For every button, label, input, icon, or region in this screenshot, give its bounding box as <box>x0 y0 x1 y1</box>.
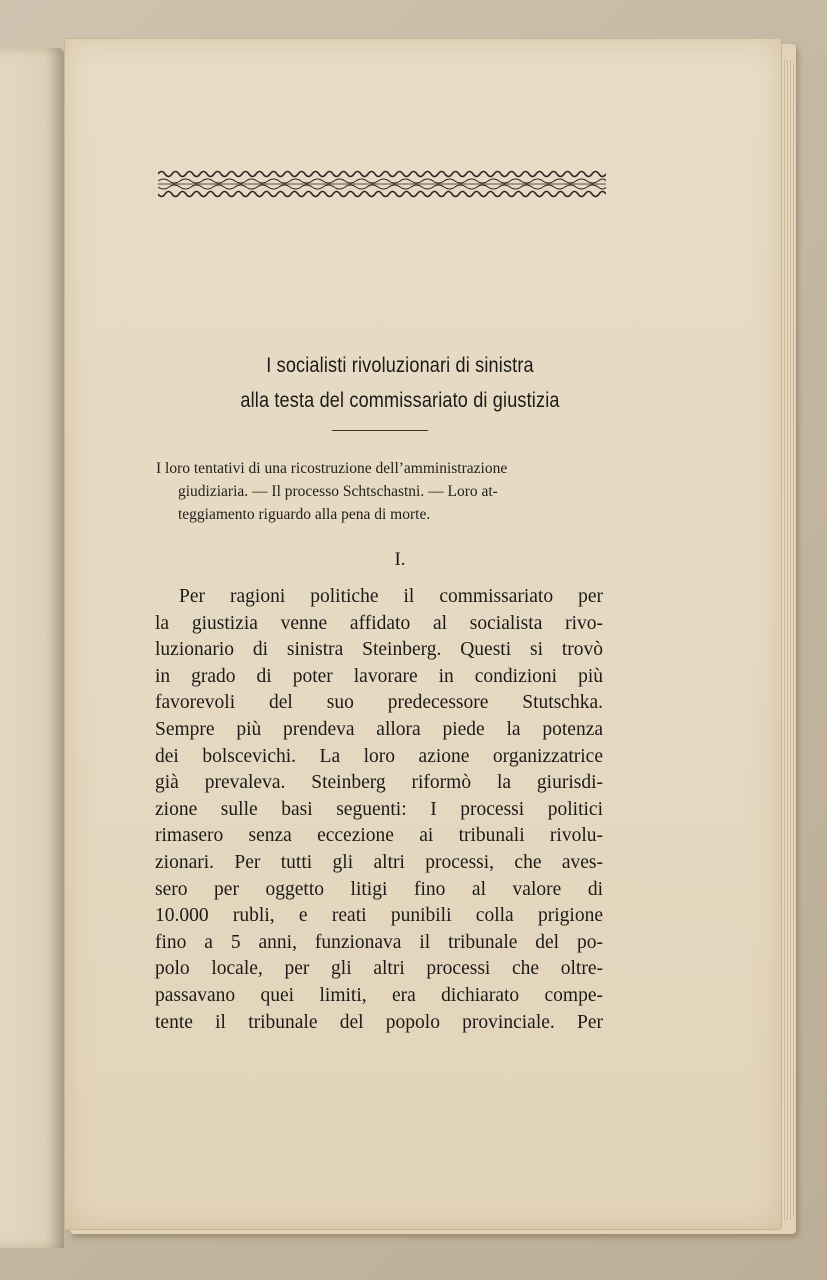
body-line: fino a 5 anni, funzionava il tribunale del po- <box>155 931 603 953</box>
body-line: polo locale, per gli altri processi che oltre- <box>155 958 603 980</box>
left-page-edge <box>0 48 64 1248</box>
summary-line: I loro tentativi di una ricostruzione dell’amministrazione <box>156 460 508 477</box>
body-line: Per ragioni politiche il commissariato per <box>179 586 603 607</box>
body-line: favorevoli del suo predecessore Stutschka. <box>155 692 603 714</box>
summary-line: teggiamento riguardo alla pena di morte. <box>178 506 431 523</box>
body-line: in grado di poter lavorare in condizioni più <box>155 665 603 687</box>
body-line: zionari. Per tutti gli altri processi, che aves- <box>155 851 603 873</box>
body-line: già prevaleva. Steinberg riformò la giurisdi- <box>155 772 603 794</box>
chapter-title-line-1: I socialisti rivoluzionari di sinistra <box>266 354 534 377</box>
body-line: tente il tribunale del popolo provinciale. Per <box>155 1011 603 1033</box>
body-line: luzionario di sinistra Steinberg. Questi si trovò <box>155 639 603 661</box>
body-line: zione sulle basi seguenti: I processi politici <box>155 798 603 820</box>
chapter-summary <box>156 457 620 526</box>
body-line: rimasero senza eccezione ai tribunali rivolu- <box>155 825 603 847</box>
body-line: Sempre più prendeva allora piede la potenza <box>155 718 603 740</box>
body-line: 10.000 rubli, e reati punibili colla prigione <box>155 905 603 927</box>
body-line: la giustizia venne affidato al socialista rivo- <box>155 612 603 634</box>
body-line: sero per oggetto litigi fino al valore di <box>155 878 603 900</box>
chapter-title-line-2: alla testa del commissariato di giustizia <box>240 389 560 412</box>
body-paragraph <box>155 584 603 1036</box>
title-divider <box>332 430 428 431</box>
summary-line: giudiziaria. — Il processo Schtschastni. — Loro at- <box>178 483 498 500</box>
decorative-border-ornament <box>158 166 606 202</box>
body-line: passavano quei limiti, era dichiarato compe- <box>155 984 603 1006</box>
section-number: I. <box>394 549 406 570</box>
body-line: dei bolscevichi. La loro azione organizzatrice <box>155 745 603 767</box>
